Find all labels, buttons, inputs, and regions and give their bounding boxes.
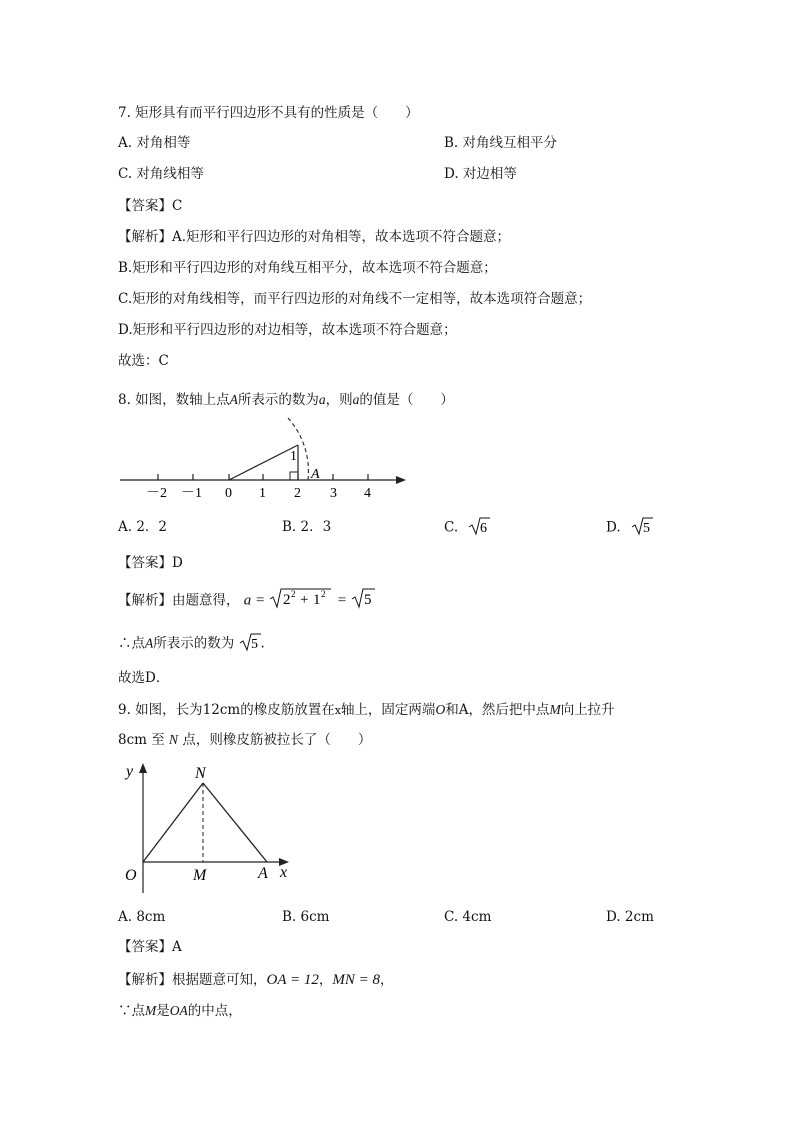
q7-option-d: D. 对边相等 [444,166,517,182]
q8-tick-label: －2 [146,486,167,501]
q9-x-label: x [280,864,288,881]
q7-analysis-line-3: C.矩形的对角线相等，而平行四边形的对角线不一定相等，故本选项符合题意； [118,291,592,307]
q8-answer: 【答案】D [118,555,183,571]
svg-text:2: 2 [291,589,296,599]
svg-text:6: 6 [480,521,488,536]
q9-y-axis-arrow-icon [139,763,147,773]
q8-height-label: 1 [290,449,297,464]
q8-conclusion: ∴点A所表示的数为 5 . [118,634,265,654]
q9-option-a: A. 8cm [118,909,166,925]
q7-option-a: A. 对角相等 [118,135,191,151]
q7-answer: 【答案】C [118,198,183,214]
q8-stem: 8. 如图，数轴上点A所表示的数为a，则a的值是（ ） [118,392,454,408]
q7-conclusion: 故选：C [118,353,169,369]
svg-text:5: 5 [363,592,372,608]
q8-tick-label: 0 [225,486,232,501]
q9-segment-on [143,783,203,862]
q9-m-label: M [193,867,207,884]
q9-analysis-line-2: ∵点M是OA的中点， [118,1003,242,1019]
q7-option-b: B. 对角线互相平分 [444,135,558,151]
q8-tick-label: 1 [259,486,266,501]
q9-y-label: y [126,763,134,780]
q9-answer: 【答案】A [118,939,182,955]
q8-tick-label: 2 [294,486,301,501]
q7-analysis-line-2: B.矩形和平行四边形的对角线互相平分，故本选项不符合题意； [118,260,497,276]
q9-option-c: C. 4cm [444,909,492,925]
q8-final: 故选D． [118,670,170,686]
q9-stem-line-1: 9. 如图，长为12cm的橡皮筋放置在x轴上，固定两端O和A，然后把中点M向上拉升 [118,702,615,718]
q8-option-b: B. 2．3 [282,519,332,535]
q9-o-label: O [125,867,137,884]
svg-text:1: 1 [313,592,321,608]
q8-option-d: D. 5 [606,518,653,538]
svg-text:5: 5 [250,637,258,652]
q9-analysis-line-1: 【解析】根据题意可知，OA = 12，MN = 8， [118,972,394,988]
q9-stem-line-2: 8cm 至 N 点，则橡皮筋被拉长了（ ） [118,732,372,748]
q8-point-a-label: A [311,467,320,482]
q7-analysis-line-4: D.矩形和平行四边形的对边相等，故本选项不符合题意； [118,322,457,338]
q8-option-c: C. 6 [444,518,490,538]
svg-text:2: 2 [321,589,326,599]
q7-option-c: C. 对角线相等 [118,166,204,182]
q8-analysis: 【解析】由题意得， a = 2 2 + 1 2 = 5 [118,590,375,612]
svg-text:+: + [300,592,309,608]
q9-a-label: A [258,865,268,882]
svg-text:2: 2 [283,592,291,608]
q9-n-label: N [195,765,206,782]
q8-tick-label: －1 [181,486,202,501]
q8-option-a: A. 2．2 [118,519,168,535]
q7-analysis-line-1: 【解析】A.矩形和平行四边形的对角相等，故本选项不符合题意； [118,229,511,245]
q7-stem: 7. 矩形具有而平行四边形不具有的性质是（ ） [118,105,419,121]
q9-option-d: D. 2cm [606,909,654,925]
q9-segment-na [203,783,267,862]
svg-text:5: 5 [642,521,650,536]
q9-option-b: B. 6cm [282,909,330,925]
q8-tick-label: 4 [364,486,371,501]
q8-tick-label: 3 [330,486,337,501]
